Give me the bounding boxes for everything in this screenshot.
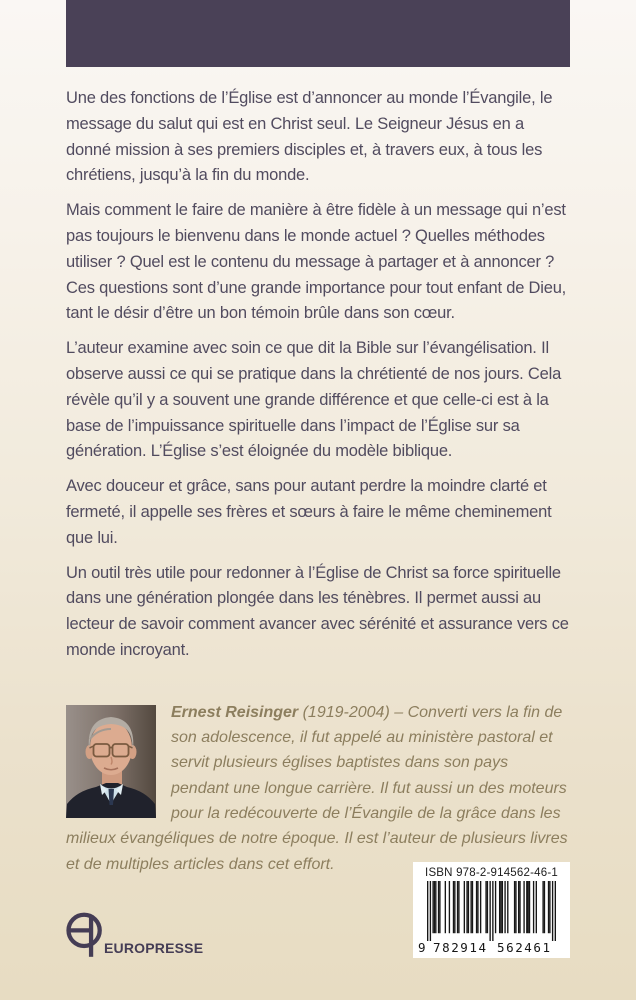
publisher-name: EUROPRESSE (104, 940, 204, 956)
barcode-digit-group (433, 940, 486, 953)
barcode-digit: 6 (533, 940, 541, 955)
barcode-digit: 7 (433, 940, 441, 955)
barcode-digit: 5 (497, 940, 505, 955)
barcode-digit-group (497, 940, 550, 953)
barcode-digit: 4 (478, 940, 486, 955)
back-cover-paragraph: Avec douceur et grâce, sans pour autant perdre la moindre clarté et fermeté, il appelle ses frères et sœurs à faire le même cheminement que lui. (66, 477, 552, 547)
back-cover-paragraph: Une des fonctions de l’Église est d’annoncer au monde l’Évangile, le message du salut qui est en Christ seul. Le Seigneur Jésus en a donné mission à ses premiers disciples et, à travers eux, à tous les chrétiens, jusqu’à la fin du monde. (66, 89, 553, 185)
author-name: Ernest Reisinger (171, 703, 299, 721)
europresse-logo (66, 911, 203, 959)
ep-monogram-icon (66, 911, 105, 959)
barcode-digit: 2 (451, 940, 459, 955)
barcode-digit: 1 (469, 940, 477, 955)
barcode-digit-group: 9 (418, 940, 426, 955)
back-cover-paragraph: Mais comment le faire de manière à être fidèle à un message qui n’est pas toujours le bienvenu dans le monde actuel ? Quelles méthodes utiliser ? Quel est le contenu du message à partager et à annoncer ? Ces questions sont d’une grande importance pour tout enfant de Dieu, tant le désir d’être un bon témoin brûle dans son cœur. (66, 201, 567, 323)
barcode-digit: 2 (515, 940, 523, 955)
barcode-digit: 8 (442, 940, 450, 955)
author-photo (66, 705, 156, 818)
back-cover-text (66, 86, 570, 877)
author-bio-text: (1919-2004) – Converti vers la fin de son adolescence, il fut appelé au ministère pastoral et servit plusieurs églises baptistes dans son pays pendant une longue carrière. Il fut aussi un des moteurs pour la redécouverte de l’Évangile de la grâce dans les milieux évangéliques de notre époque. Il est l’auteur de plusieurs livres et de multiples articles dans cet effort. (66, 703, 568, 873)
author-bio (66, 700, 570, 877)
barcode-digit: 9 (460, 940, 468, 955)
back-cover-paragraph: Un outil très utile pour redonner à l’Église de Christ sa force spirituelle dans une génération plongée dans les ténèbres. Il permet aussi au lecteur de savoir comment avancer avec sérénité et assurance vers ce monde incroyant. (66, 563, 569, 659)
barcode-bars (418, 881, 562, 955)
isbn-label: ISBN 978-2-914562-46-1 (425, 867, 558, 879)
barcode-digit: 1 (542, 940, 550, 955)
barcode-bars-icon (427, 881, 556, 941)
barcode-digit: 6 (506, 940, 514, 955)
barcode-digit: 4 (524, 940, 532, 955)
title-band (66, 0, 570, 67)
back-cover-paragraph: L’auteur examine avec soin ce que dit la Bible sur l’évangélisation. Il observe aussi ce qui se pratique dans la chrétienté de nos jours. Cela révèle qu’il y a souvent une grande différence et que celle-ci est à la base de l’impuissance spirituelle dans l’impact de l’Église sur sa génération. L’Église s’est éloignée du modèle biblique. (66, 339, 562, 461)
isbn-barcode (413, 862, 570, 958)
